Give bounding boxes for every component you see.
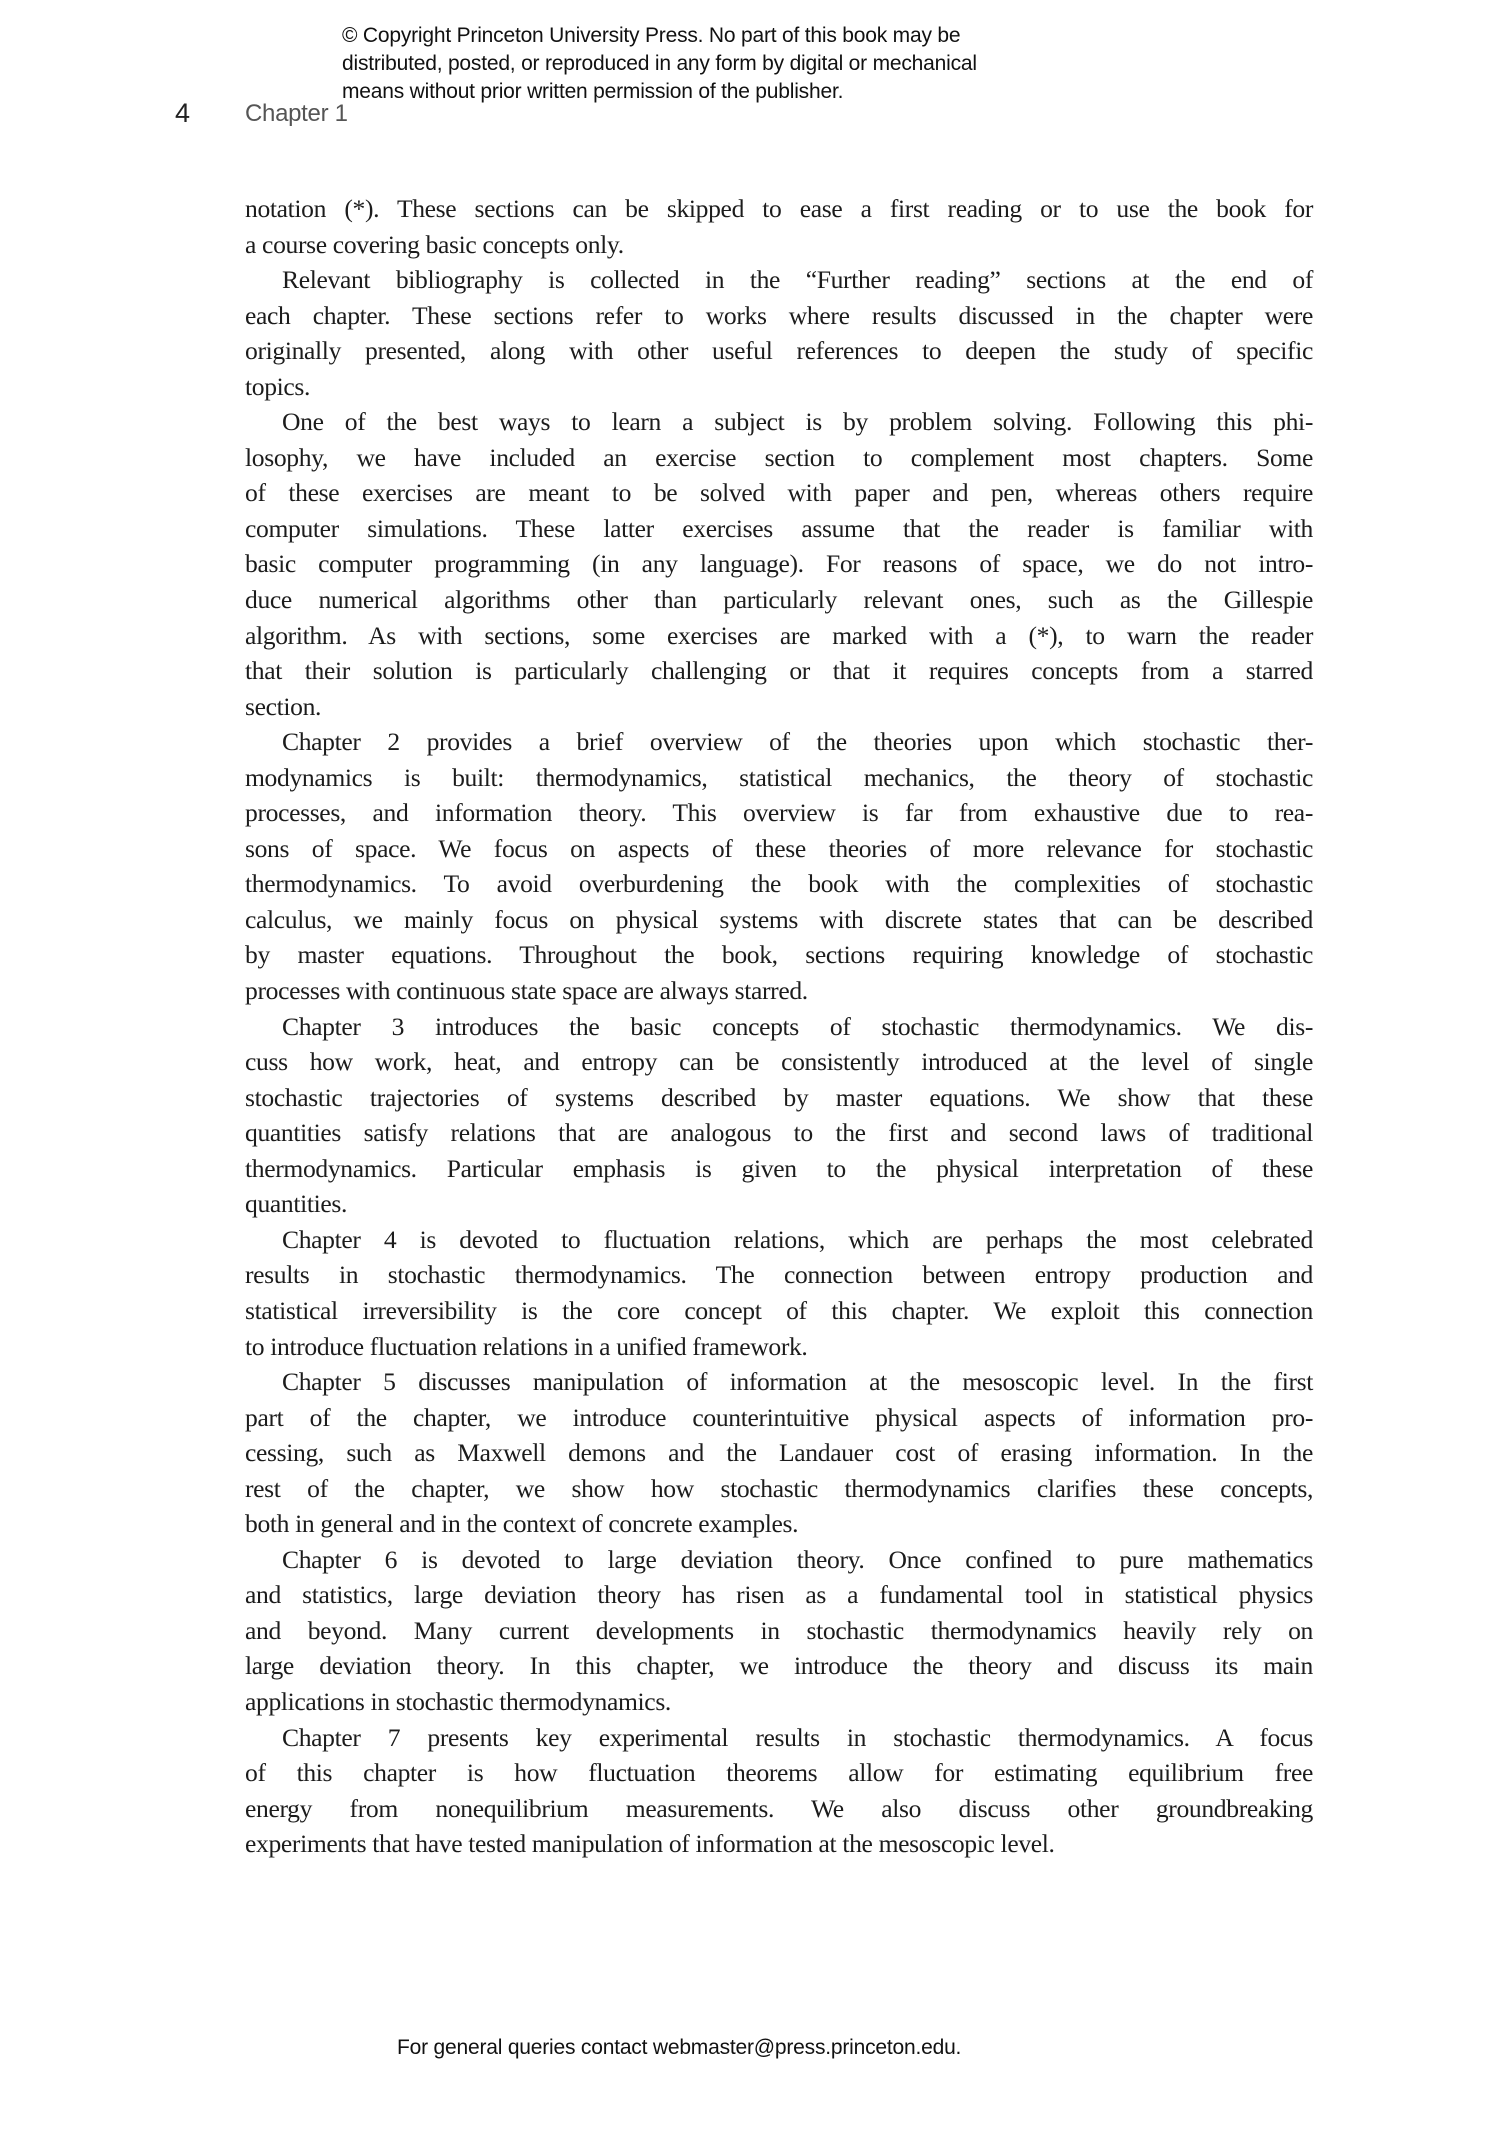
text-line: modynamics is built: thermodynamics, statistical mechanics, the theory of stochastic xyxy=(245,762,1313,792)
paragraph xyxy=(245,1542,1313,1720)
text-line: stochastic trajectories of systems described by master equations. We show that these xyxy=(245,1082,1313,1112)
text-line: large deviation theory. In this chapter, we introduce the theory and discuss its main xyxy=(245,1651,1313,1681)
text-line: topics. xyxy=(245,371,311,401)
page-number: 4 xyxy=(175,98,191,128)
text-line: Chapter 7 presents key experimental results in stochastic thermodynamics. A focus xyxy=(282,1722,1313,1752)
text-line: Chapter 6 is devoted to large deviation theory. Once confined to pure mathematics xyxy=(282,1544,1313,1574)
text-line: to introduce fluctuation relations in a unified framework. xyxy=(245,1331,808,1361)
paragraph xyxy=(245,191,1313,262)
text-line: Relevant bibliography is collected in the “Further reading” sections at the end of xyxy=(282,265,1313,295)
text-line: processes with continuous state space are always starred. xyxy=(245,976,808,1006)
text-line: each chapter. These sections refer to works where results discussed in the chapter were xyxy=(245,300,1313,330)
text-line: cessing, such as Maxwell demons and the Landauer cost of erasing information. In the xyxy=(245,1438,1313,1468)
copyright-notice xyxy=(342,22,1102,106)
text-line: losophy, we have included an exercise section to complement most chapters. Some xyxy=(245,442,1313,472)
chapter-label: Chapter 1 xyxy=(245,100,348,127)
paragraph xyxy=(245,262,1313,404)
text-line: Chapter 5 discusses manipulation of information at the mesoscopic level. In the first xyxy=(282,1367,1313,1397)
text-line: energy from nonequilibrium measurements. We also discuss other groundbreaking xyxy=(245,1793,1313,1823)
text-line: experiments that have tested manipulation of information at the mesoscopic level. xyxy=(245,1829,1055,1859)
text-line: duce numerical algorithms other than particularly relevant ones, such as the Gillespie xyxy=(245,585,1313,615)
text-line: of this chapter is how fluctuation theorems allow for estimating equilibrium free xyxy=(245,1758,1313,1788)
text-line: rest of the chapter, we show how stochastic thermodynamics clarifies these concepts, xyxy=(245,1473,1313,1503)
text-line: thermodynamics. Particular emphasis is given to the physical interpretation of these xyxy=(245,1153,1313,1183)
copyright-line: © Copyright Princeton University Press. No part of this book may be xyxy=(342,24,961,47)
text-line: by master equations. Throughout the book, sections requiring knowledge of stochastic xyxy=(245,940,1313,970)
text-line: algorithm. As with sections, some exercises are marked with a (*), to warn the reader xyxy=(245,620,1313,650)
text-line: notation (*). These sections can be skipped to ease a first reading or to use the book for xyxy=(245,194,1313,223)
text-line: results in stochastic thermodynamics. The connection between entropy production and xyxy=(245,1260,1313,1290)
text-line: and beyond. Many current developments in stochastic thermodynamics heavily rely on xyxy=(245,1615,1313,1645)
copyright-line: distributed, posted, or reproduced in any form by digital or mechanical xyxy=(342,52,977,75)
paragraph xyxy=(245,1009,1313,1222)
text-line: quantities. xyxy=(245,1189,348,1219)
body-text xyxy=(245,191,1313,1862)
text-line: Chapter 2 provides a brief overview of the theories upon which stochastic ther- xyxy=(282,727,1313,757)
text-line: sons of space. We focus on aspects of these theories of more relevance for stochastic xyxy=(245,833,1313,863)
paragraph xyxy=(245,724,1313,1008)
text-line: section. xyxy=(245,691,322,721)
text-line: processes, and information theory. This overview is far from exhaustive due to rea- xyxy=(245,798,1313,828)
text-line: that their solution is particularly challenging or that it requires concepts from a starred xyxy=(245,656,1313,686)
paragraph xyxy=(245,404,1313,724)
text-line: thermodynamics. To avoid overburdening the book with the complexities of stochastic xyxy=(245,869,1313,899)
text-line: part of the chapter, we introduce counterintuitive physical aspects of information pro- xyxy=(245,1402,1313,1432)
text-line: both in general and in the context of concrete examples. xyxy=(245,1509,799,1539)
text-line: Chapter 4 is devoted to fluctuation relations, which are perhaps the most celebrated xyxy=(282,1224,1313,1254)
text-line: applications in stochastic thermodynamics. xyxy=(245,1686,671,1716)
copyright-line: means without prior written permission of the publisher. xyxy=(342,80,844,103)
text-line: a course covering basic concepts only. xyxy=(245,229,624,259)
text-line: statistical irreversibility is the core concept of this chapter. We exploit this connection xyxy=(245,1295,1313,1325)
text-line: One of the best ways to learn a subject is by problem solving. Following this phi- xyxy=(282,407,1313,437)
text-line: computer simulations. These latter exercises assume that the reader is familiar with xyxy=(245,513,1313,543)
text-line: and statistics, large deviation theory has risen as a fundamental tool in statistical physics xyxy=(245,1580,1313,1610)
paragraph xyxy=(245,1364,1313,1542)
paragraph xyxy=(245,1222,1313,1364)
paragraph xyxy=(245,1720,1313,1862)
text-line: of these exercises are meant to be solved with paper and pen, whereas others require xyxy=(245,478,1313,508)
footer-contact: For general queries contact webmaster@press.princeton.edu. xyxy=(397,2036,962,2059)
text-line: quantities satisfy relations that are analogous to the first and second laws of traditional xyxy=(245,1118,1313,1148)
text-line: originally presented, along with other useful references to deepen the study of specific xyxy=(245,336,1313,366)
text-line: calculus, we mainly focus on physical systems with discrete states that can be described xyxy=(245,904,1313,934)
text-line: basic computer programming (in any language). For reasons of space, we do not intro- xyxy=(245,549,1313,579)
text-line: cuss how work, heat, and entropy can be consistently introduced at the level of single xyxy=(245,1047,1313,1077)
text-line: Chapter 3 introduces the basic concepts of stochastic thermodynamics. We dis- xyxy=(282,1011,1313,1041)
